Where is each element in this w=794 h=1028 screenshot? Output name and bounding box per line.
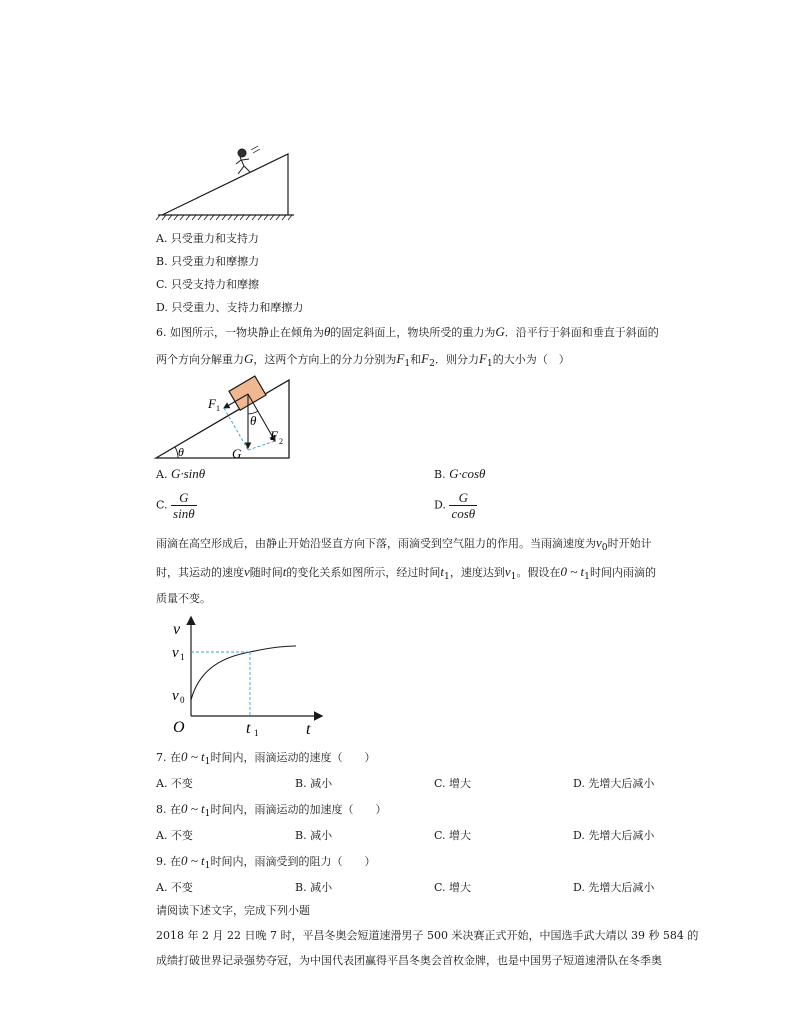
q6-option-c[interactable] [156, 490, 197, 521]
reading-line1: 2018 年 2 月 22 日晚 7 时，平昌冬奥会短道速滑男子 500 米决赛正式开始，中国选手武大靖以 39 秒 584 的 [156, 929, 699, 942]
q8-stem [156, 802, 386, 821]
passage-text: 。假设在 [516, 566, 561, 579]
passage-text: ，速度达到 [449, 566, 505, 579]
q6-option-a[interactable] [156, 467, 205, 482]
incline-F1: F [208, 396, 216, 411]
q5-option-a[interactable]: A. 只受重力和支持力 [156, 232, 259, 245]
q9-text: 时间内，雨滴受到的阻力（ ） [210, 855, 376, 868]
q8-range: 0 ~ t [181, 801, 205, 816]
reading-intro: 请阅读下述文字，完成下列小题 [156, 904, 310, 917]
q6-G: G [244, 351, 254, 366]
passage-t: t [282, 564, 287, 579]
q6-text: 两个方向分解重力 [156, 353, 244, 366]
q8-option-a[interactable]: A. 不变 [156, 829, 193, 842]
q6-text: ，这两个方向上的分力分别为 [253, 353, 397, 366]
graph-origin-label: O [173, 719, 185, 736]
graph-v1-sub: 1 [180, 652, 185, 662]
q9-option-d[interactable]: D. 先增大后减小 [573, 881, 655, 894]
q8-text: 8. 在 [156, 803, 181, 816]
passage-line1 [156, 536, 652, 555]
q6-text: ．沿平行于斜面和垂直于斜面的 [504, 326, 659, 339]
passage-line3: 质量不变。 [156, 592, 211, 605]
passage-text: 随时间 [249, 566, 283, 579]
q8-option-c[interactable]: C. 增大 [434, 829, 472, 842]
q6-option-d-fraction [449, 490, 477, 521]
q7-option-d[interactable]: D. 先增大后减小 [573, 777, 655, 790]
q6-option-c-den: sinθ [173, 506, 195, 521]
q6-F1-sub: 1 [404, 358, 411, 370]
incline-figure [152, 370, 297, 462]
q5-option-b[interactable]: B. 只受重力和摩擦力 [156, 255, 260, 268]
q9-option-b[interactable]: B. 减小 [295, 881, 333, 894]
q9-option-a[interactable]: A. 不变 [156, 881, 193, 894]
q6-F1: F [396, 351, 405, 366]
q9-range-sub: 1 [204, 860, 211, 872]
passage-text: 时，其运动的速度 [156, 566, 244, 579]
q9-option-c[interactable]: C. 增大 [434, 881, 472, 894]
q5-option-d[interactable]: D. 只受重力、支持力和摩擦力 [156, 301, 304, 314]
q7-range: 0 ~ t [181, 749, 205, 764]
q7-option-c[interactable]: C. 增大 [434, 777, 472, 790]
q6-F2-sub: 2 [429, 358, 435, 370]
passage-v0-sub: 0 [601, 542, 608, 554]
q8-text: 时间内，雨滴运动的加速度（ ） [210, 803, 387, 816]
passage-v1: v [504, 564, 511, 579]
q6-F2: F [421, 351, 430, 366]
incline-F2-sub: 2 [279, 437, 283, 446]
q6-option-b-label: B. [434, 468, 446, 481]
q6-text: 和 [410, 353, 422, 366]
q5-option-c[interactable]: C. 只受支持力和摩擦 [156, 278, 260, 291]
q7-option-a[interactable]: A. 不变 [156, 777, 193, 790]
q6-text: ．则分力 [434, 353, 479, 366]
incline-theta: θ [178, 445, 184, 459]
q7-range-sub: 1 [204, 756, 211, 768]
graph-t1-sub: 1 [254, 728, 259, 738]
q6-option-c-num: G [179, 490, 189, 505]
q6-option-c-label: C. [156, 498, 168, 512]
q9-stem [156, 854, 375, 873]
q8-option-b[interactable]: B. 减小 [295, 829, 333, 842]
q6-stem-line2 [156, 352, 570, 371]
passage-text: 的变化关系如图所示，经过时间 [286, 566, 441, 579]
graph-v0-sub: 0 [180, 695, 185, 705]
passage-text: 雨滴在高空形成后，由静止开始沿竖直方向下落，雨滴受到空气阻力的作用。当雨滴速度为 [156, 537, 596, 550]
graph-t-label: t [306, 721, 311, 738]
velocity-curve [191, 646, 296, 700]
q6-text: 的固定斜面上，物块所受的重力为 [330, 326, 496, 339]
passage-t1: t [440, 564, 445, 579]
passage-text: 时间内雨滴的 [589, 566, 656, 579]
q6-G: G [495, 324, 505, 339]
q7-text: 时间内，雨滴运动的速度（ ） [210, 751, 376, 764]
q6-option-d[interactable] [434, 490, 477, 521]
q8-option-d[interactable]: D. 先增大后减小 [573, 829, 655, 842]
passage-text: 时开始计 [607, 537, 652, 550]
q7-text: 7. 在 [156, 751, 181, 764]
passage-v: v [244, 564, 250, 579]
q6-option-d-num: G [458, 490, 468, 505]
passage-v0: v [596, 535, 602, 550]
passage-v1-sub: 1 [510, 571, 517, 583]
graph-v1-label: v [172, 645, 179, 661]
passage-line2 [156, 565, 656, 584]
passage-range: 0 ~ t [560, 564, 585, 579]
q8-range-sub: 1 [204, 808, 211, 820]
q6-option-d-den: cosθ [451, 506, 476, 521]
q6-option-b-expr: G·cosθ [449, 466, 486, 481]
q6-stem-line1 [156, 325, 659, 340]
q7-option-b[interactable]: B. 减小 [295, 777, 333, 790]
reading-line2: 成绩打破世界记录强势夺冠，为中国代表团赢得平昌冬奥会首枚金牌，也是中国男子短道速滑队在冬季奥 [156, 954, 662, 967]
q9-range: 0 ~ t [181, 853, 205, 868]
velocity-time-graph [166, 612, 332, 740]
graph-v-label: v [173, 621, 181, 638]
q6-text: 的大小为（ ） [492, 353, 570, 366]
passage-range-sub: 1 [584, 571, 590, 583]
q6-option-d-label: D. [434, 498, 446, 512]
q6-F1: F [478, 351, 487, 366]
incline-G: G [232, 446, 242, 461]
passage-t1-sub: 1 [444, 571, 450, 583]
graph-v0-label: v [172, 688, 179, 704]
q7-stem [156, 750, 375, 769]
q6-option-b[interactable] [434, 467, 485, 482]
incline-F2: F [270, 428, 278, 443]
q9-text: 9. 在 [156, 855, 181, 868]
graph-t1-label: t [246, 720, 251, 737]
q6-text: 6. 如图所示，一物块静止在倾角为 [156, 326, 324, 339]
incline-F1-sub: 1 [216, 404, 220, 413]
q6-option-c-fraction [171, 490, 197, 521]
slope-figure [154, 140, 300, 222]
incline-theta2: θ [250, 413, 257, 428]
q6-option-a-label: A. [156, 468, 168, 481]
q6-theta: θ [324, 324, 331, 339]
q6-F1-sub: 1 [486, 358, 493, 370]
q6-option-a-expr: G·sinθ [170, 466, 206, 481]
